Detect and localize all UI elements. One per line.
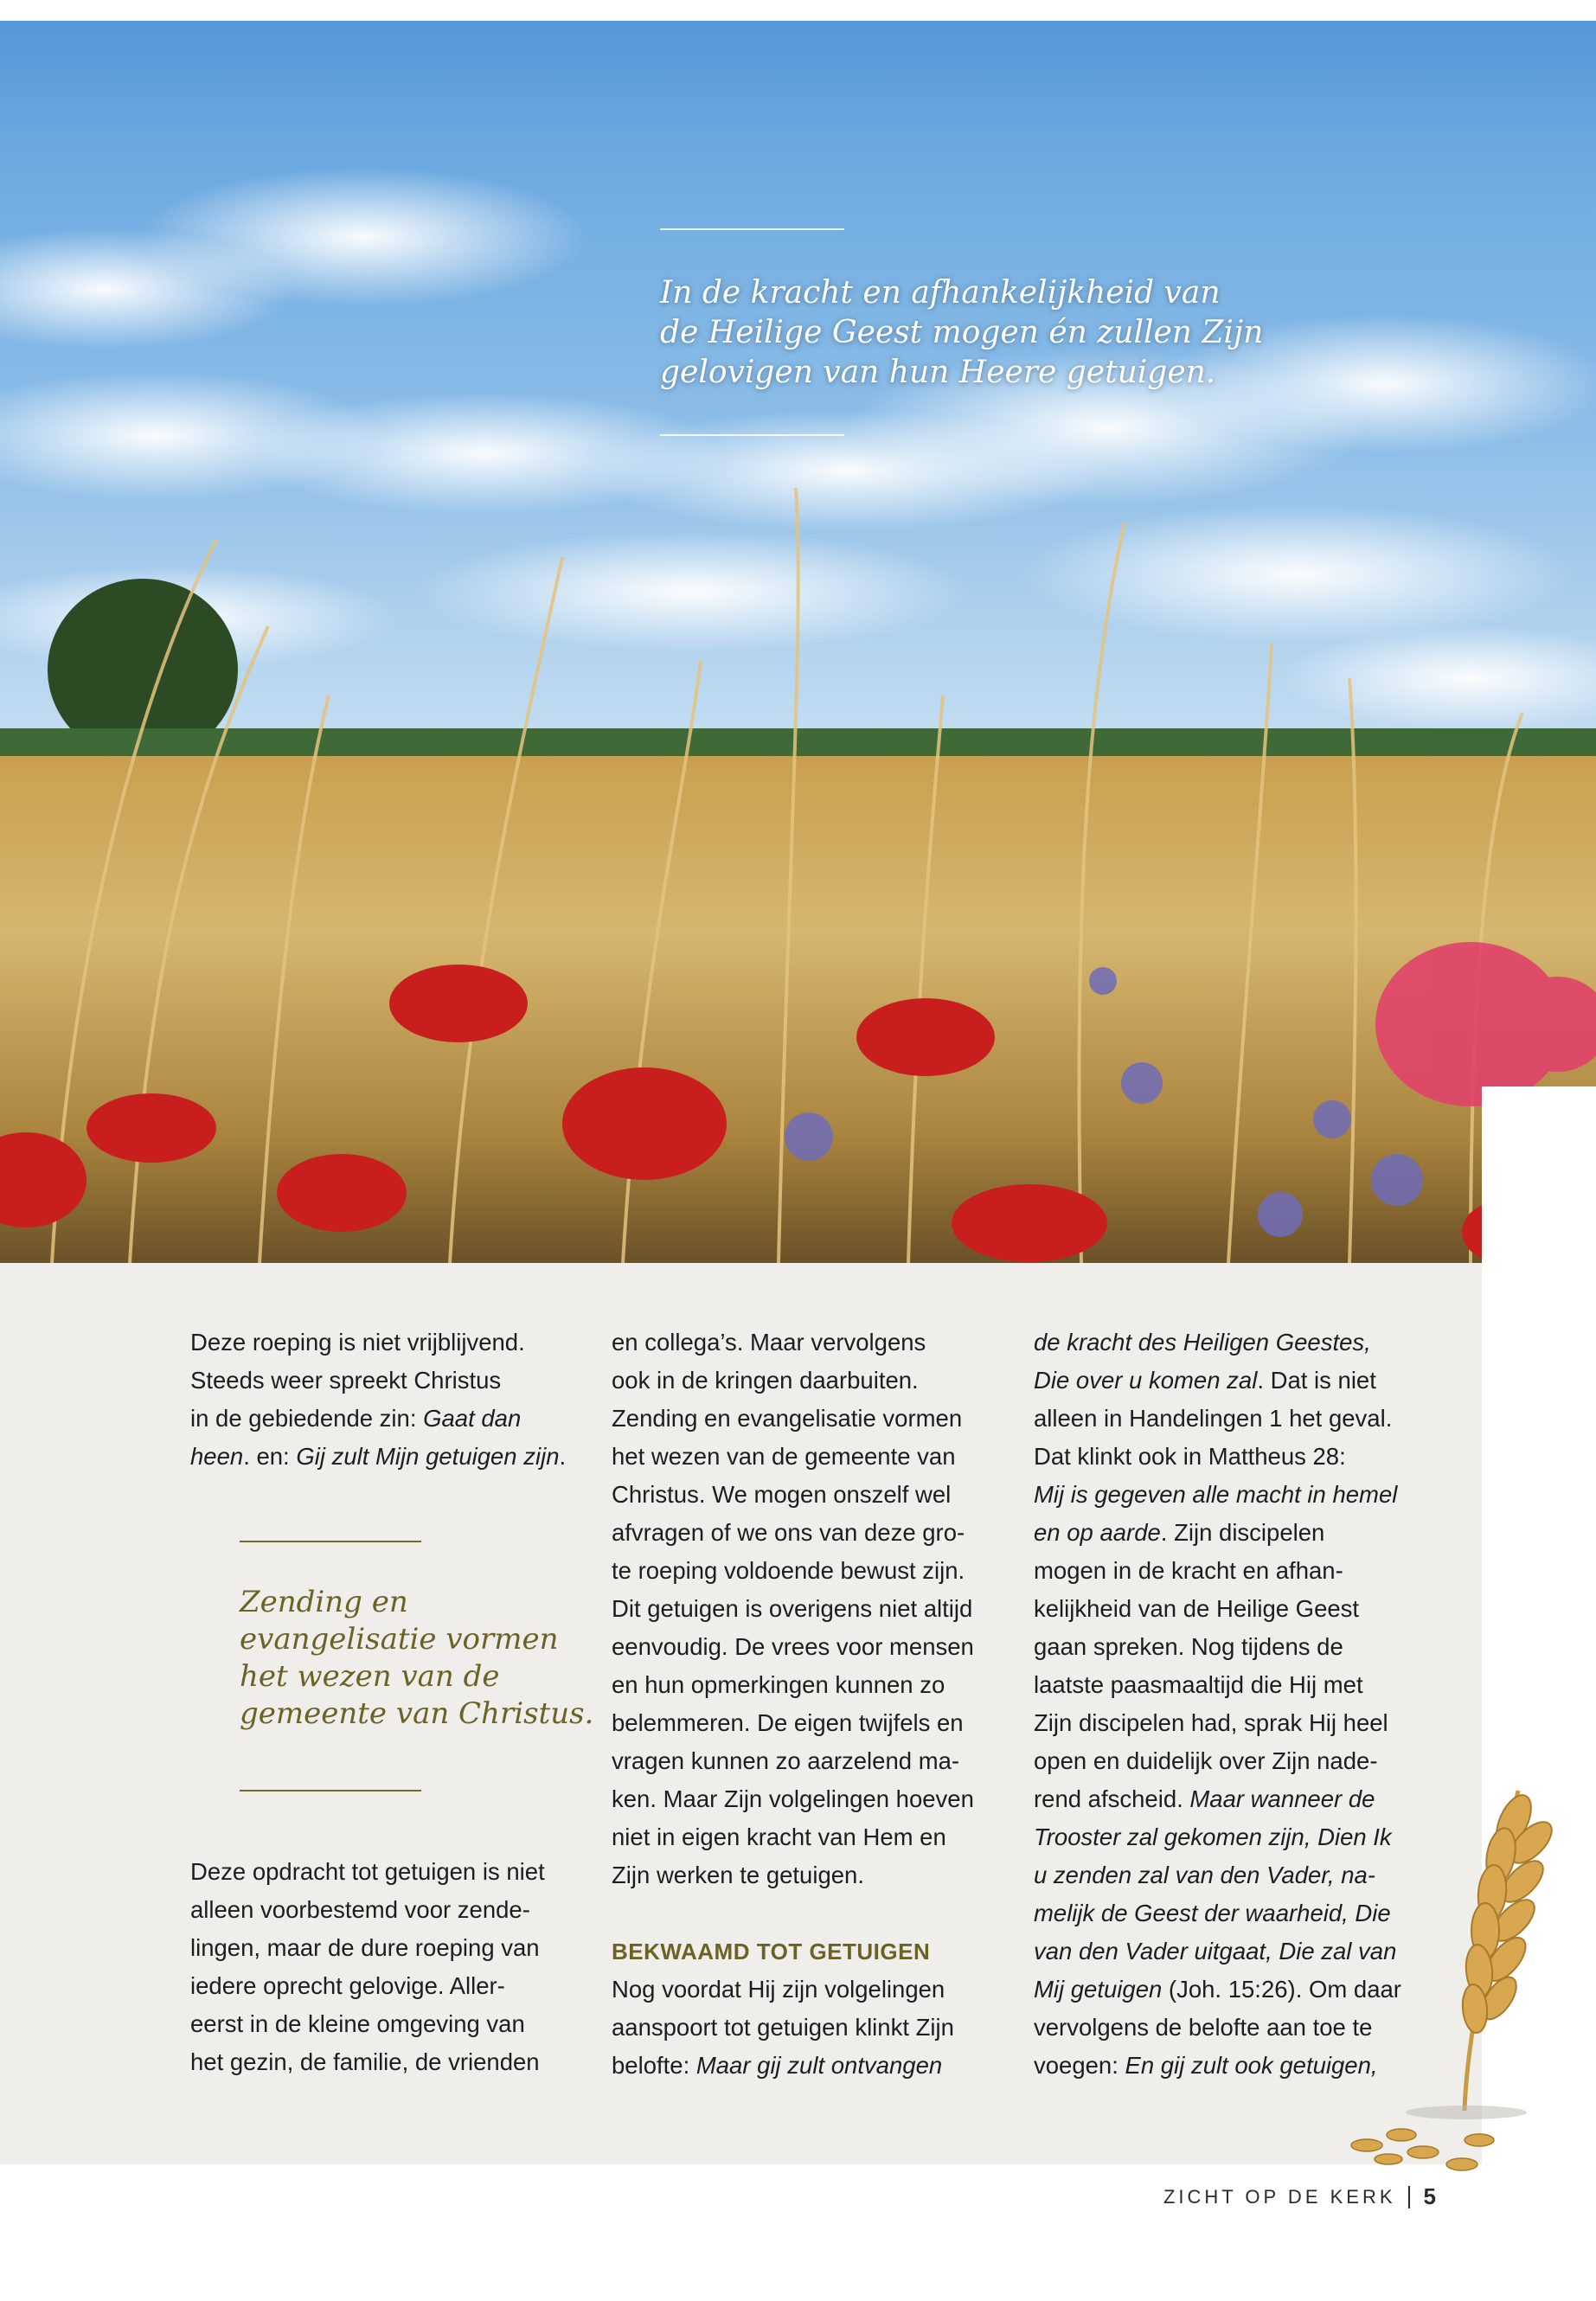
text-line: Steeds weer spreekt Christus <box>190 1367 502 1394</box>
text-line: voegen: En gij zult ook getuigen, <box>1034 2052 1378 2079</box>
paragraph <box>190 1853 571 2081</box>
text-line: lingen, maar de dure roeping van <box>190 1934 540 1961</box>
text-line: belemmeren. De eigen twijfels en <box>612 1709 964 1736</box>
text-line: alleen voorbestemd voor zende- <box>190 1896 530 1923</box>
paragraph <box>612 1971 992 2085</box>
text-line: Zijn werken te getuigen. <box>612 1862 864 1888</box>
page-footer <box>1163 2183 1436 2210</box>
italic-text: Maar wanneer de <box>1189 1785 1375 1812</box>
italic-text: Gij zult Mijn getuigen zijn <box>296 1443 560 1470</box>
italic-text: de kracht des Heiligen Geestes, <box>1034 1329 1371 1356</box>
pull-quote-top-rule <box>240 1541 421 1542</box>
text-line: Deze opdracht tot getuigen is niet <box>190 1858 545 1885</box>
italic-text: van den Vader uitgaat, Die zal van <box>1034 1938 1397 1965</box>
hero-quote-line: In de kracht en afhankelijkheid van <box>660 275 1221 311</box>
text-line: laatste paasmaaltijd die Hij met <box>1034 1671 1363 1698</box>
paragraph <box>612 1324 992 1894</box>
column-2 <box>612 1324 992 2085</box>
text-line: Zending en evangelisatie vormen <box>612 1405 963 1432</box>
text-line: afvragen of we ons van deze gro- <box>612 1519 965 1546</box>
italic-text: Mij is gegeven alle macht in hemel <box>1034 1481 1398 1508</box>
text-line <box>1034 1476 1414 1514</box>
hero-quote-line: de Heilige Geest mogen én zullen Zijn <box>660 315 1264 350</box>
pull-quote-bottom-rule <box>240 1790 421 1791</box>
column-1-continued <box>190 1853 571 2081</box>
hero-photo <box>0 21 1596 1263</box>
text-line: niet in eigen kracht van Hem en <box>612 1823 946 1850</box>
text-line: ook in de kringen daarbuiten. <box>612 1367 919 1394</box>
text-line: Nog voordat Hij zijn volgelingen <box>612 1976 945 2003</box>
text-line: alleen in Handelingen 1 het geval. <box>1034 1405 1393 1432</box>
text-line: rend afscheid. Maar wanneer de <box>1034 1785 1375 1812</box>
text-line: mogen in de kracht en afhan- <box>1034 1557 1343 1584</box>
text-line: Dat klinkt ook in Mattheus 28: <box>1034 1443 1346 1470</box>
text-line: te roeping voldoende bewust zijn. <box>612 1557 965 1584</box>
italic-text: en op aarde <box>1034 1519 1161 1546</box>
text-line: aanspoort tot getuigen klinkt Zijn <box>612 2014 954 2041</box>
text-line: gaan spreken. Nog tijdens de <box>1034 1633 1343 1660</box>
text-line: het wezen van de gemeente van <box>612 1443 956 1470</box>
section-heading: BEKWAAMD TOT GETUIGEN <box>612 1939 931 1965</box>
text-line: open en duidelijk over Zijn nade- <box>1034 1747 1378 1774</box>
italic-text: melijk de Geest der waarheid, Die <box>1034 1900 1391 1926</box>
text-line: iedere oprecht gelovige. Aller- <box>190 1972 505 1999</box>
text-line: eerst in de kleine omgeving van <box>190 2010 525 2037</box>
italic-text: Die over u komen zal <box>1034 1367 1258 1394</box>
text-line: vragen kunnen zo aarzelend ma- <box>612 1747 960 1774</box>
italic-text: Maar gij zult ontvangen <box>695 2052 943 2079</box>
text-line: kelijkheid van de Heilige Geest <box>1034 1595 1360 1622</box>
text-line: Mij getuigen (Joh. 15:26). Om daar <box>1034 1976 1401 2003</box>
text-line: Die over u komen zal. Dat is niet <box>1034 1367 1376 1394</box>
hero-quote-line: gelovigen van hun Heere getuigen. <box>660 355 1216 390</box>
hero-quote-text <box>660 273 1266 393</box>
text-line: eenvoudig. De vrees voor mensen <box>612 1633 974 1660</box>
paragraph <box>612 1932 992 1971</box>
magazine-title: ZICHT OP DE KERK <box>1163 2185 1396 2208</box>
text-line: Zijn discipelen had, sprak Hij heel <box>1034 1709 1388 1736</box>
paragraph <box>190 1324 571 1476</box>
quote-bottom-rule <box>660 434 844 436</box>
italic-text: u zenden zal van den Vader, na- <box>1034 1862 1375 1888</box>
text-line: heen. en: Gij zult Mijn getuigen zijn. <box>190 1443 567 1470</box>
italic-text: Gaat dan <box>423 1405 522 1432</box>
italic-text: Mij getuigen <box>1034 1976 1163 2003</box>
text-line: Dit getuigen is overigens niet altijd <box>612 1595 973 1622</box>
text-line: en op aarde. Zijn discipelen <box>1034 1519 1325 1546</box>
wheat-ear-icon <box>1336 1739 1561 2171</box>
page-margin-notch <box>1482 1086 1596 1294</box>
text-line: en collega’s. Maar vervolgens <box>612 1329 926 1356</box>
pull-quote-line: evangelisatie vormen <box>240 1622 559 1657</box>
pull-quote-line: gemeente van Christus. <box>240 1696 594 1731</box>
text-line: Deze roeping is niet vrijblijvend. <box>190 1329 525 1356</box>
text-line: belofte: Maar gij zult ontvangen <box>612 2052 943 2079</box>
column-1 <box>190 1324 571 1476</box>
pull-quote <box>240 1541 594 1791</box>
pull-quote-text <box>240 1584 594 1733</box>
italic-text: heen <box>190 1443 244 1470</box>
italic-text: Trooster zal gekomen zijn, Dien Ik <box>1034 1823 1392 1850</box>
text-line: Christus. We mogen onszelf wel <box>612 1481 952 1508</box>
page-number: 5 <box>1423 2183 1436 2209</box>
text-line: het gezin, de familie, de vrienden <box>190 2048 540 2075</box>
wheat-field-photo <box>0 21 1596 1263</box>
text-line <box>1034 1324 1414 1362</box>
text-line: en hun opmerkingen kunnen zo <box>612 1671 945 1698</box>
footer-divider <box>1408 2186 1410 2208</box>
pull-quote-line: het wezen van de <box>240 1659 500 1694</box>
text-line: ken. Maar Zijn volgelingen hoeven <box>612 1785 974 1812</box>
pull-quote-line: Zending en <box>240 1585 408 1619</box>
quote-top-rule <box>660 228 844 230</box>
hero-quote <box>660 228 1266 436</box>
text-line: in de gebiedende zin: Gaat dan <box>190 1405 522 1432</box>
text-line: vervolgens de belofte aan toe te <box>1034 2014 1373 2041</box>
italic-text: En gij zult ook getuigen, <box>1125 2052 1378 2079</box>
